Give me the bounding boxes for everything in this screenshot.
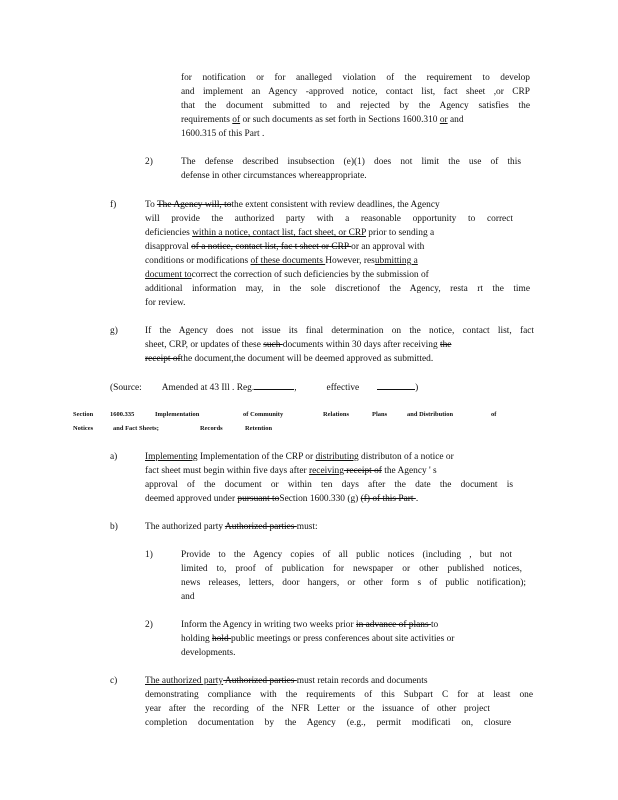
- paragraph-line: limited to, proof of publication for newspaper or other published notices,: [181, 564, 522, 574]
- paragraph-line: requirements of or such documents as set forth in Sections 1600.310 or and: [181, 115, 464, 125]
- section-heading-text: Implementation: [155, 411, 200, 418]
- paragraph-line: The authorized party Authorized parties must retain records and documents: [145, 676, 428, 686]
- paragraph-line: sheet, CRP, or updates of these such documents within 30 days after receiving the: [145, 340, 452, 350]
- section-heading-text: Retention: [245, 425, 273, 432]
- list-marker: a): [110, 452, 118, 462]
- paragraph-line: Inform the Agency in writing two weeks prior in advance of plans to: [181, 620, 439, 630]
- paragraph-line: deemed approved under pursuant toSection 1600.330 (g) (f) of this Part .: [145, 494, 419, 504]
- section-heading-text: of: [491, 411, 497, 418]
- paragraph-line: document tocorrect the correction of such deficiencies by the submission of: [145, 270, 429, 280]
- section-heading-text: of Community: [243, 411, 284, 418]
- list-marker: 1): [145, 550, 153, 560]
- list-marker: c): [110, 676, 118, 686]
- paragraph-line: If the Agency does not issue its final determination on the notice, contact list, fact: [145, 326, 534, 336]
- section-heading-text: Relations: [323, 411, 350, 418]
- source-note: (Source: Amended at 43 Ill . Reg. , effective ): [110, 383, 419, 393]
- paragraph-line: and implement an Agency -approved notice, contact list, fact sheet ,or CRP: [181, 87, 530, 97]
- list-marker: b): [110, 522, 118, 532]
- paragraph-line: approval of the document or within ten days after the date the document is: [145, 480, 513, 490]
- paragraph-line: that the document submitted to and rejected by the Agency satisfies the: [181, 101, 530, 111]
- section-heading-text: Notices: [73, 425, 94, 432]
- paragraph-line: holding hold public meetings or press conferences about site activities or: [181, 634, 455, 644]
- list-marker: f): [110, 200, 117, 210]
- paragraph-line: The defense described insubsection (e)(1) does not limit the use of this: [181, 157, 521, 167]
- section-heading-text: and Fact Sheets;: [113, 425, 159, 432]
- list-marker: g): [110, 326, 118, 336]
- paragraph-line: additional information may, in the sole discretionof the Agency, resta rt the time: [145, 284, 530, 294]
- paragraph-line: will provide the authorized party with a reasonable opportunity to correct: [145, 214, 513, 224]
- section-heading-label: Section: [73, 411, 94, 418]
- paragraph-line: and: [181, 592, 195, 602]
- paragraph-line: disapproval of a notice, contact list, fac t sheet or CRP or an approval with: [145, 242, 425, 252]
- paragraph-line: defense in other circumstances whereappropriate.: [181, 171, 367, 181]
- paragraph-line: demonstrating compliance with the requirements of this Subpart C for at least one: [145, 690, 533, 700]
- list-marker: 2): [145, 620, 153, 630]
- paragraph-line: 1600.315 of this Part .: [181, 129, 265, 139]
- paragraph-line: fact sheet must begin within five days after receiving receipt of the Agency ' s: [145, 466, 437, 476]
- section-heading-number: 1600.335: [110, 411, 135, 418]
- section-heading-text: Records: [200, 425, 223, 432]
- paragraph-line: To The Agency will, tothe extent consistent with review deadlines, the Agency: [145, 200, 440, 210]
- paragraph-line: The authorized party Authorized parties must:: [145, 522, 318, 532]
- paragraph-line: year after the recording of the NFR Letter or the issuance of other project: [145, 704, 490, 714]
- list-marker: 2): [145, 157, 153, 167]
- section-heading-text: and Distribution: [407, 411, 454, 418]
- paragraph-line: Implementing Implementation of the CRP or distributing distributon of a notice or: [145, 452, 454, 462]
- paragraph-line: developments.: [181, 648, 236, 658]
- paragraph-line: news releases, letters, door hangers, or other form s of public notification);: [181, 578, 526, 588]
- paragraph-line: for review.: [145, 298, 186, 308]
- paragraph-line: completion documentation by the Agency (e.g., permit modificati on, closure: [145, 718, 511, 728]
- paragraph-line: for notification or for analleged violation of the requirement to develop: [181, 73, 530, 83]
- paragraph-line: receipt ofthe document,the document will be deemed approved as submitted.: [145, 354, 434, 364]
- paragraph-line: deficiencies within a notice, contact list, fact sheet, or CRP prior to sending a: [145, 228, 435, 238]
- paragraph-line: Provide to the Agency copies of all public notices (including , but not: [181, 550, 512, 560]
- paragraph-line: conditions or modifications of these documents However, resubmitting a: [145, 256, 418, 266]
- section-heading-text: Plans: [372, 411, 388, 418]
